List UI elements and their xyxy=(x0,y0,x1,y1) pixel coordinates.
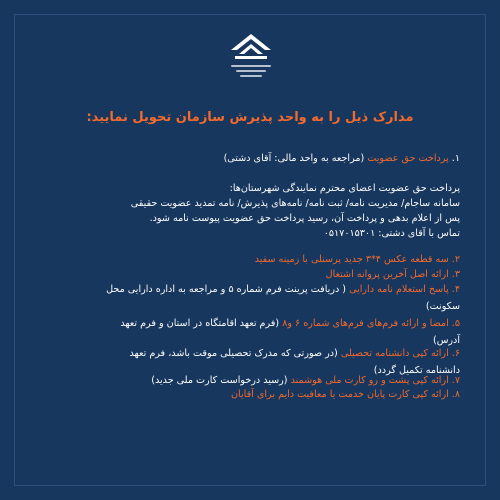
item-note: (رسید درخواست کارت ملی جدید) xyxy=(151,375,288,386)
contact-line: تماس با آقای دشتی: ۰۵۱۷۰۱۵۳۰۱ xyxy=(323,228,460,239)
item-number: ۱. xyxy=(451,153,460,164)
logo-caption-line xyxy=(231,65,271,67)
item-label: ۴. پاسخ استعلام نامه دارایی xyxy=(349,284,460,295)
item-note: ( دریافت پرینت فرم شماره ۵ و مراجعه به اداره دارایی محل xyxy=(106,284,347,295)
note-line: سامانه ساجام/ مدیریت نامه/ ثبت نامه/ نامه‌های پذیرش/ نامه تمدید عضویت حقیقی xyxy=(130,198,460,209)
list-item-membership-fee xyxy=(40,150,460,167)
item-note: دانشنامه تکمیل گردد) xyxy=(373,365,460,376)
list-item-license: ۳. ارائه اصل آخرین پروانه اشتغال xyxy=(325,269,460,280)
item-note: (مراجعه به واحد مالی: آقای دشتی) xyxy=(223,153,365,164)
organization-logo xyxy=(225,30,277,82)
item-note: سکونت) xyxy=(425,301,460,312)
logo-caption-line xyxy=(236,70,266,72)
organization-logo-icon xyxy=(225,30,277,62)
item-note: آدرس) xyxy=(432,335,460,346)
note-line: پس از اعلام بدهی و پرداخت آن، رسید پرداخت حق عضویت پیوست نامه شود. xyxy=(149,213,460,224)
item-label: ۵. امضا و ارائه فرم‌های فرم‌های شماره ۶ و۸ xyxy=(282,318,460,329)
item-note: (فرم تعهد اقامتگاه در استان و فرم تعهد xyxy=(120,318,280,329)
item-label: ۶. ارائه کپی دانشنامه تحصیلی xyxy=(340,348,460,359)
item-label: پرداخت حق عضویت xyxy=(367,153,449,164)
list-item-tax-inquiry xyxy=(40,281,460,315)
city-representatives-note xyxy=(40,181,460,241)
item-label: ۷. ارائه کپی پشت و رو کارت ملی هوشمند xyxy=(290,375,460,386)
item-note: (در صورتی که مدرک تحصیلی موقت باشد، فرم تعهد xyxy=(129,348,338,359)
note-line: پرداخت حق عضویت اعضای محترم نمایندگی شهرستان‌ها: xyxy=(229,183,460,194)
list-item-forms xyxy=(40,315,460,349)
page-border xyxy=(14,14,486,486)
list-item-military-card: ۸. ارائه کپی کارت پایان خدمت یا معافیت دایم برای آقایان xyxy=(231,389,460,400)
page-heading: مدارک ذیل را به واحد پذیرش سازمان تحویل نمایید: xyxy=(86,110,414,125)
logo-caption-line xyxy=(240,75,262,77)
list-item-photos: ۲. سه قطعه عکس ۴*۳ جدید پرسنلی با زمینه سفید xyxy=(254,254,460,265)
